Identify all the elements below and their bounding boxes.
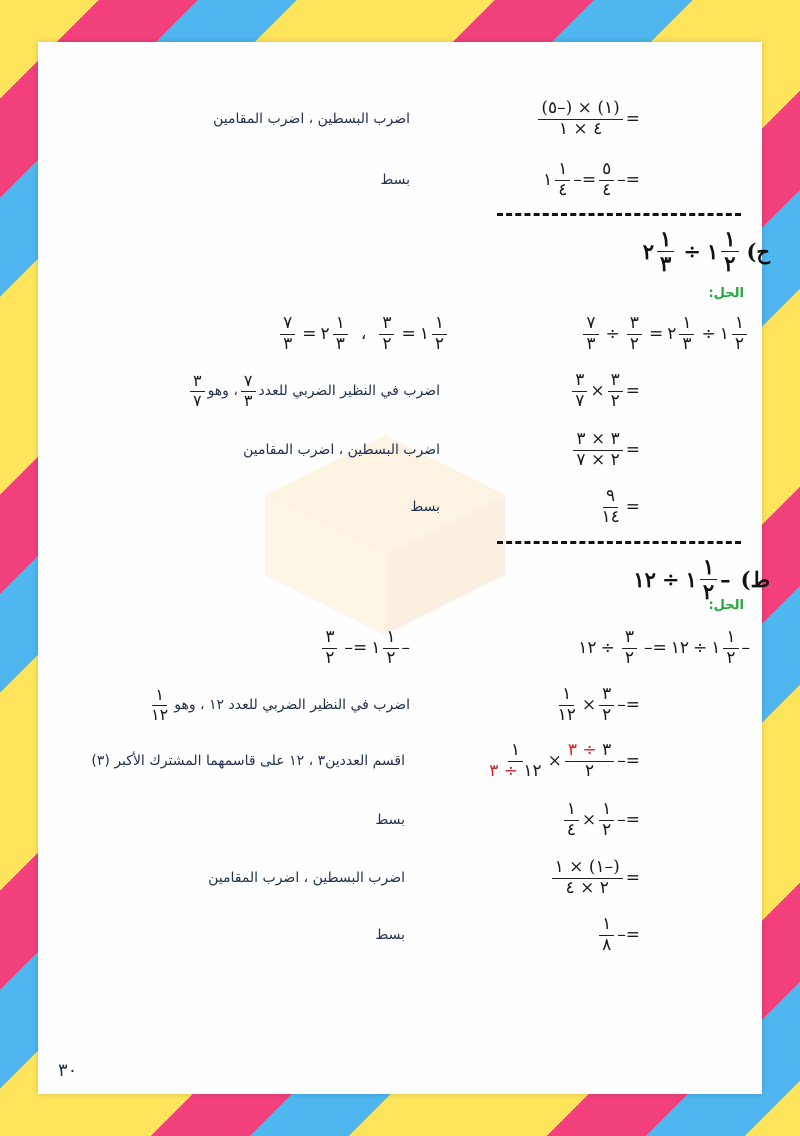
top-step-1: = $\frac{(١) \times (-٥)}{٤ \times ١}$	[420, 97, 640, 141]
separator-dashed	[497, 213, 741, 216]
h-step-3: = $\frac{٣ \times ٣}{٢ \times ٧}$	[420, 428, 640, 472]
t-step-3: =– $\frac{٣ \div ٣}{٢}$ × $\frac{١}{١٢ \div ٣}$	[489, 739, 640, 781]
problem-h-heading: ح) $\frac{١}{٢}$ ١ ÷ $\frac{١}{٣}$ ٢	[642, 226, 770, 277]
t-step-6: =– $\frac{١}{٨}$	[420, 913, 640, 957]
fraction: $\frac{(١) \times (-٥)}{٤ \times ١}$	[538, 100, 622, 139]
top-explanation-1: اضرب البسطين ، اضرب المقامين	[213, 111, 410, 127]
t-explanation-6: بسط	[375, 927, 405, 943]
h-explanation-3: اضرب البسطين ، اضرب المقامين	[243, 442, 440, 458]
h-explanation-2: اضرب في النظير الضربي للعدد $\frac{٧}{٣}$ ، وهو $\frac{٣}{٧}$	[130, 369, 440, 413]
h-conversions: $\frac{١}{٢}$ ١ = $\frac{٣}{٢}$ ، $\frac{١}{٣}$ ٢ = $\frac{٧}{٣}$	[200, 312, 450, 356]
h-step-4: = $\frac{٩}{١٤}$	[601, 485, 640, 527]
t-step-5: = $\frac{(-١) \times ١}{٢ \times ٤}$	[420, 856, 640, 900]
problem-t-heading: ط) – $\frac{١}{٢}$ ١ ÷ ١٢	[633, 554, 770, 605]
h-explanation-4: بسط	[410, 499, 440, 515]
top-step-2: =– $\frac{٥}{٤}$ =– $\frac{١}{٤}$ ١	[543, 158, 640, 200]
t-step-1: – $\frac{١}{٢}$ ١ ÷ ١٢ =– $\frac{٣}{٢}$ ÷ ١٢	[578, 626, 750, 668]
t-step-2: =– $\frac{٣}{٢}$ × $\frac{١}{١٢}$	[557, 683, 640, 725]
solution-label-t: الحل:	[708, 598, 744, 613]
page-number: ٣٠	[58, 1060, 78, 1081]
solution-label-h: الحل:	[708, 286, 744, 301]
h-step-2: = $\frac{٣}{٢}$ × $\frac{٣}{٧}$	[420, 369, 640, 413]
t-explanation-5: اضرب البسطين ، اضرب المقامين	[208, 870, 405, 886]
t-step-4: =– $\frac{١}{٢}$ × $\frac{١}{٤}$	[420, 798, 640, 842]
t-explanation-4: بسط	[375, 812, 405, 828]
separator-dashed	[497, 541, 741, 544]
h-step-1: $\frac{١}{٢}$ ١ ÷ $\frac{١}{٣}$ ٢ = $\frac{٣}{٢}$ ÷ $\frac{٧}{٣}$	[430, 312, 750, 356]
top-explanation-2: بسط	[380, 172, 410, 188]
t-conversion: – $\frac{١}{٢}$ ١ =– $\frac{٣}{٢}$	[200, 626, 410, 670]
t-explanation-2: اضرب في النظير الضربي للعدد ١٢ ، وهو $\frac{١}{١٢}$	[151, 684, 410, 724]
t-explanation-3: اقسم العددين٣ ، ١٢ على قاسمهما المشترك الأكبر (٣)	[91, 753, 405, 769]
